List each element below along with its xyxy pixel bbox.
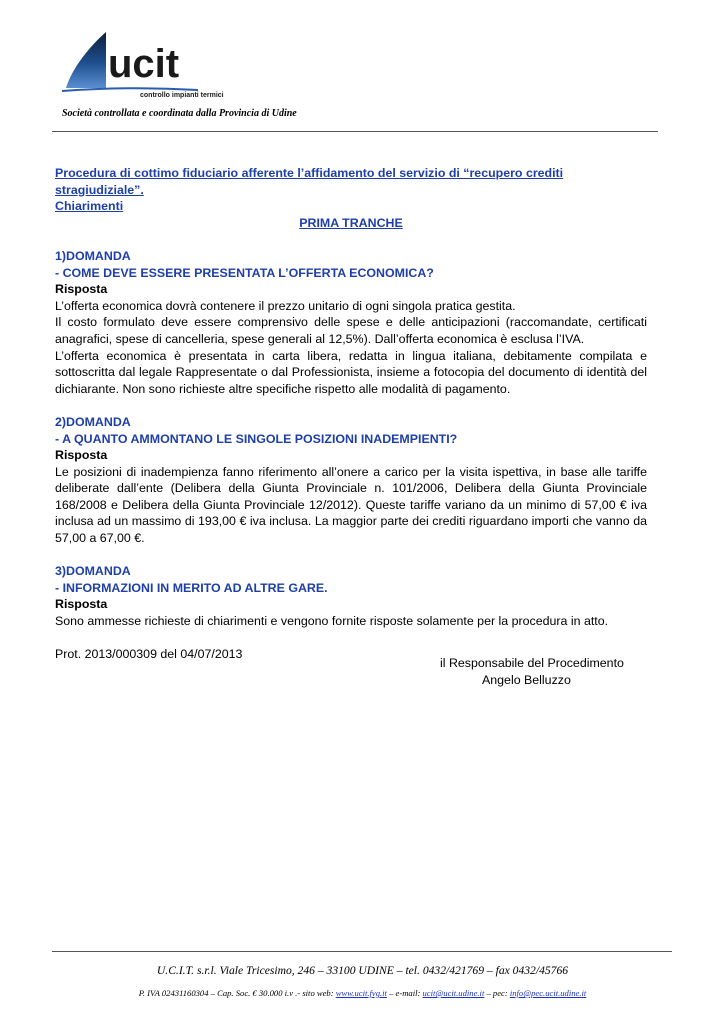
answer-2-label: Risposta [55, 448, 108, 463]
answer-1-paragraph: L’offerta economica dovrà contenere il prezzo unitario di ogni singola pratica gestita. [55, 298, 516, 313]
section-heading: PRIMA TRANCHE [299, 215, 403, 230]
answer-1-paragraph: L’offerta economica è presentata in carta libera, redatta in lingua italiana, debitamente compilata e sottoscritta dal legale Rappresentate o dal Professionista, insieme a fotocopia del documento di identità del dichiarante. Non sono richieste altre specifiche rispetto alle modalità di pagamento. [55, 348, 647, 396]
website-link[interactable]: www.ucit.fvg.it [335, 988, 387, 998]
answer-2-paragraph: Le posizioni di inadempienza fanno riferimento all’onere a carico per la visita ispettiva, in base alle tariffe deliberate dall’ente (Delibera della Giunta Provinciale n. 101/2006, Delibera della Giunta Provinciale 168/2008 e Delibera della Giunta Provinciale 12/2012). Queste tariffe variano da un minimo di 57,00 € iva inclusa ad un massimo di 193,00 € iva inclusa. La maggior parte dei crediti riguardano importi che vanno da 57,00 a 67,00 €. [55, 464, 647, 546]
document-body [55, 165, 647, 663]
document-title-line2: Chiarimenti [55, 199, 124, 214]
question-3-text: - INFORMAZIONI IN MERITO AD ALTRE GARE. [55, 580, 328, 595]
footer-address: U.C.I.T. s.r.l. Viale Tricesimo, 246 – 33100 UDINE – tel. 0432/421769 – fax 0432/45766 [156, 964, 569, 977]
footer-pec-label: – pec: [484, 988, 510, 998]
answer-1-label: Risposta [55, 282, 108, 297]
pec-link[interactable]: info@pec.ucit.udine.it [509, 988, 587, 998]
footer-vat-capital: P. IVA 02431160304 – Cap. Soc. € 30.000 i.v .- sito web: [138, 988, 336, 998]
header-divider [52, 131, 658, 132]
logo-sail-shape [66, 32, 106, 88]
signature-block [440, 655, 624, 689]
question-1-text: - COME DEVE ESSERE PRESENTATA L’OFFERTA ECONOMICA? [55, 265, 434, 280]
answer-1-paragraph: Il costo formulato deve essere comprensivo delle spese e delle anticipazioni (raccomandate, certificati anagrafici, spese di cancelleria, spese generali al 12,5%). Dall’offerta economica è esclusa l’IVA. [55, 315, 647, 346]
protocol-number: Prot. 2013/000309 del 04/07/2013 [55, 647, 243, 662]
question-2-number: 2)DOMANDA [55, 414, 131, 429]
logo-swoosh [62, 88, 198, 91]
email-link[interactable]: ucit@ucit.udine.it [422, 988, 485, 998]
question-2-text: - A QUANTO AMMONTANO LE SINGOLE POSIZIONI INADEMPIENTI? [55, 431, 458, 446]
ucit-logo [60, 28, 224, 100]
question-3-number: 3)DOMANDA [55, 564, 131, 579]
logo-tagline: controllo impianti termici [140, 92, 224, 99]
logo-wordmark: ucit [108, 42, 180, 86]
signature-role: il Responsabile del Procedimento [440, 656, 624, 670]
footer-details [0, 988, 725, 998]
question-1-number: 1)DOMANDA [55, 248, 131, 263]
logo-graphic [60, 28, 224, 100]
header-subtitle: Società controllata e coordinata dalla Provincia di Udine [62, 108, 297, 119]
footer-divider [52, 951, 672, 952]
answer-3-label: Risposta [55, 597, 108, 612]
footer-email-label: – e-mail: [386, 988, 423, 998]
document-title: Procedura di cottimo fiduciario afferente l’affidamento del servizio di “recupero crediti stragiudiziale”. [55, 166, 564, 197]
answer-3-paragraph: Sono ammesse richieste di chiarimenti e vengono fornite risposte solamente per la procedura in atto. [55, 614, 609, 629]
signature-name: Angelo Belluzzo [482, 673, 571, 687]
